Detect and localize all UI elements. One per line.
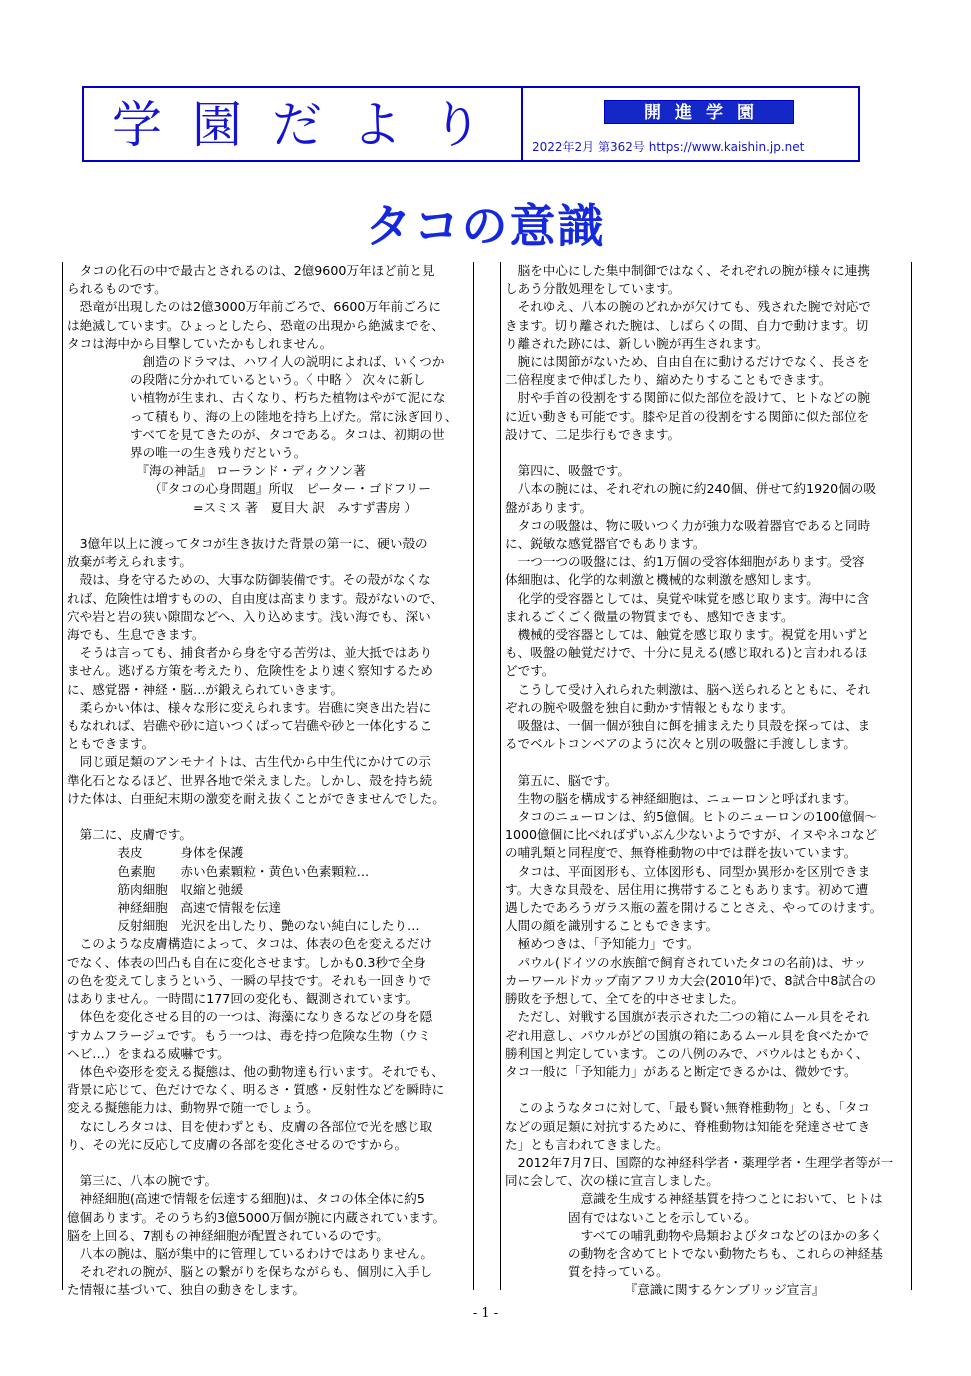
text-line: すべてを見てきたのが、タコである。タコは、初期の世 — [67, 426, 445, 442]
text-line: 勝利国と判定しています。この八例のみで、パウルはともかく、 — [505, 1045, 869, 1061]
text-line: けた体は、白亜紀末期の激変を耐え抜くことができませんでした。 — [67, 790, 445, 806]
text-line: そうは言っても、捕食者から身を守る苦労は、並大抵ではあり — [67, 645, 433, 661]
masthead — [82, 86, 860, 162]
text-line: タコは海中から目撃していたかもしれません。 — [67, 335, 333, 351]
text-line: 第五に、脳です。 — [505, 772, 618, 788]
text-line: 第三に、八本の腕です。 — [67, 1173, 218, 1189]
page-number: - 1 - — [472, 1306, 499, 1321]
text-line: って積もり、海の上の陸地を持ち上げた。常に泳ぎ回り、 — [67, 408, 458, 424]
text-line: り離された跡には、新しい腕が再生されます。 — [505, 335, 769, 351]
text-line: しあう分散処理をしています。 — [505, 281, 681, 297]
text-line: の段階に分かれているという。〈 中略 〉 次々に新し — [67, 372, 426, 388]
text-line: た情報に基づいて、独自の動きをします。 — [67, 1282, 306, 1298]
text-line: す。大きな貝殻を、居住用に携帯することもあります。初めて遭 — [505, 881, 869, 897]
text-line: 背景に応じて、色だけでなく、明るさ・質感・反射性などを瞬時に — [67, 1082, 445, 1098]
text-line: 勝敗を予想して、全てを的中させました。 — [505, 991, 745, 1007]
text-line — [505, 1081, 907, 1099]
text-line: それぞれの腕が、脳との繋がりを保ちながらも、個別に入手し — [67, 1264, 433, 1280]
school-name-badge: 開進学園 — [604, 100, 794, 124]
text-line: このような皮膚構造によって、タコは、体表の色を変えるだけ — [67, 936, 432, 952]
text-line: 肘や手首の役割をする関節に似た部位を設けて、ヒトなどの腕 — [505, 390, 870, 406]
text-line: の色を変えてしまうという、一瞬の早技です。それも一回きりで — [67, 972, 432, 988]
text-line: るでベルトコンベアのように次々と別の吸盤に手渡しします。 — [505, 736, 856, 752]
text-line: ともできます。 — [67, 736, 155, 752]
left-column — [62, 262, 474, 1298]
text-line: はありません。一時間に177回の変化も、観測されています。 — [67, 991, 419, 1007]
text-line: きます。切り離された腕は、しばらくの間、自力で動けます。切 — [505, 317, 869, 333]
text-line — [505, 444, 907, 462]
text-line: ただし、対戦する国旗が表示された二つの箱にムール貝をそれ — [505, 1009, 870, 1025]
text-line: タコ一般に「予知能力」があると断定できるかは、微妙です。 — [505, 1063, 857, 1079]
text-line: なにしろタコは、目を使わずとも、皮膚の各部位で光を感じ取 — [67, 1118, 433, 1134]
text-line: （『タコの心身問題』所収 ピーター・ゴドフリー — [67, 481, 431, 497]
text-line: 盤があります。 — [505, 499, 593, 515]
text-line: すべての哺乳動物や鳥類およびタコなどのほかの多く — [505, 1227, 883, 1243]
masthead-title: 学園だより — [112, 96, 512, 154]
text-line: 3億年以上に渡ってタコが生き抜けた背景の第一に、硬い殻の — [67, 536, 428, 552]
text-line: 界の唯一の生き残りだという。 — [67, 445, 307, 461]
text-line: それゆえ、八本の腕のどれかが欠けても、残された腕で対応で — [505, 299, 871, 315]
text-line: どです。 — [505, 663, 555, 679]
text-line: 化学的受容器としては、臭覚や味覚を感じ取ります。海中に含 — [505, 590, 870, 606]
masthead-divider — [521, 88, 523, 160]
text-line: ません。逃げる方策を考えたり、危険性をより速く察知するため — [67, 663, 433, 679]
text-line: 腕には関節がないため、自由自在に動けるだけでなく、長さを — [505, 354, 870, 370]
text-line: 第二に、皮膚です。 — [67, 827, 192, 843]
text-line: 体色や姿形を変える擬態は、他の動物達も行います。それでも、 — [67, 1063, 444, 1079]
text-line: 反射細胞 光沢を出したり、艶のない純白にしたり… — [67, 918, 420, 934]
text-line: に、感覚器・神経・脳…が鍛えられていきます。 — [67, 681, 344, 697]
text-line: 億個あります。そのうち約3億5000万個が腕に内蔵されています。 — [67, 1209, 446, 1225]
text-line: まれるごくごく微量の物質までも、感知できます。 — [505, 608, 794, 624]
text-line: 八本の腕には、それぞれの腕に約240個、併せて約1920個の吸 — [505, 481, 876, 497]
text-line: 創造のドラマは、ハワイ人の説明によれば、いくつか — [67, 354, 445, 370]
text-line: タコの吸盤は、物に吸いつく力が強力な吸着器官であると同時 — [505, 517, 871, 533]
text-line: このようなタコに対して、「最も賢い無脊椎動物」とも、「タコ — [505, 1100, 870, 1116]
text-line: られるものです。 — [67, 281, 167, 297]
text-line: 人間の顔を識別することもできます。 — [505, 918, 719, 934]
text-line: 体色を変化させる目的の一つは、海藻になりきるなどの身を隠 — [67, 1009, 433, 1025]
text-line: い植物が生まれ、古くなり、朽ちた植物はやがて泥にな — [67, 390, 446, 406]
text-line: た」とも言われてきました。 — [505, 1136, 669, 1152]
text-line: の動物を含めてヒトでない動物たちも、これらの神経基 — [505, 1245, 883, 1261]
text-line: 吸盤は、一個一個が独自に餌を捕まえたり貝殻を探っては、ま — [505, 718, 871, 734]
text-line: 同に会して、次の様に宣言しました。 — [505, 1173, 719, 1189]
text-line: 『海の神話』 ローランド・ディクソン著 — [67, 463, 366, 479]
text-line: パウル(ドイツの水族館で飼育されていたタコの名前)は、サッ — [505, 954, 867, 970]
text-line: 放棄が考えられます。 — [67, 554, 192, 570]
text-line: 一つ一つの吸盤には、約1万個の受容体細胞があります。受容 — [505, 554, 865, 570]
article-headline: タコの意識 — [365, 199, 606, 253]
text-line — [67, 517, 469, 535]
text-line: 同じ頭足類のアンモナイトは、古生代から中生代にかけての示 — [67, 754, 431, 770]
text-line: でなく、体表の凹凸も自在に変化させます。しかも0.3秒で全身 — [67, 954, 426, 970]
text-line: の哺乳類と同程度で、無脊椎動物の中では群を抜いています。 — [505, 845, 857, 861]
text-line: ぞれの腕や吸盤を独自に動かす情報ともなります。 — [505, 699, 794, 715]
text-line: 質を持っている。 — [505, 1264, 669, 1280]
text-line: 準化石となるほど、世界各地で栄えました。しかし、殻を持ち続 — [67, 772, 433, 788]
text-line: ぞれ用意し、パウルがどの国旗の箱にあるムール貝を食べたかで — [505, 1027, 869, 1043]
text-line: 変える擬態能力は、動物界で随一でしょう。 — [67, 1100, 319, 1116]
text-line: 意識を生成する神経基質を持つことにおいて、ヒトは — [505, 1191, 883, 1207]
text-line: 脳を中心にした集中制御ではなく、それぞれの腕が様々に連携 — [505, 263, 870, 278]
issue-info: 2022年2月 第362号 https://www.kaishin.jp.net — [532, 140, 805, 154]
text-line: タコの化石の中で最古とされるのは、2億9600万年ほど前と見 — [67, 263, 435, 278]
text-line: 2012年7月7日、国際的な神経科学者・薬理学者・生理学者等が一 — [505, 1154, 894, 1170]
text-line: 神経細胞(高速で情報を伝達する細胞)は、タコの体全体に約5 — [67, 1191, 425, 1207]
text-line — [67, 808, 469, 826]
text-line: =スミス 著 夏目大 訳 みすず書房 ） — [67, 499, 418, 515]
text-line: 八本の腕は、脳が集中的に管理しているわけではありません。 — [67, 1245, 433, 1261]
text-line: 第四に、吸盤です。 — [505, 463, 630, 479]
text-line: 固有ではないことを示している。 — [505, 1209, 757, 1225]
text-line: 殻は、身を守るための、大事な防御装備です。その殻がなくな — [67, 572, 431, 588]
text-line: タコは、平面図形も、立体図形も、同型か異形かを区別できま — [505, 863, 871, 879]
right-column — [500, 262, 912, 1298]
text-line — [67, 1154, 469, 1172]
text-line: 柔らかい体は、様々な形に変えられます。岩礁に突き出た岩に — [67, 699, 432, 715]
text-line: 恐竜が出現したのは2億3000万年前ごろで、6600万年前ごろに — [67, 299, 441, 315]
text-line: 表皮 身体を保護 — [67, 845, 244, 861]
text-line: 色素胞 赤い色素顆粒・黄色い色素顆粒… — [67, 863, 370, 879]
text-line: 穴や岩と岩の狭い隙間などへ、入り込めます。浅い海でも、深い — [67, 608, 431, 624]
text-line: に、鋭敏な感覚器官でもあります。 — [505, 536, 706, 552]
text-line: ヘビ…）をまねる威嚇です。 — [67, 1045, 230, 1061]
text-line: すカムフラージュです。もう一つは、毒を持つ危険な生物（ウミ — [67, 1027, 431, 1043]
text-line: こうして受け入れられた刺激は、脳へ送られるとともに、それ — [505, 681, 871, 697]
text-line: 『意識に関するケンブリッジ宣言』 — [505, 1282, 825, 1298]
text-line: もなれれば、岩礁や砂に這いつくばって岩礁や砂と一体化するこ — [67, 718, 433, 734]
text-line: 筋肉細胞 収縮と弛緩 — [67, 881, 244, 897]
text-line: に近い動きも可能です。膝や足首の役割をする関節に似た部位を — [505, 408, 870, 424]
text-line: り、その光に反応して皮膚の各部を変化させるのですから。 — [67, 1136, 408, 1152]
text-line: 1000億個に比べればずいぶん少ないようですが、イヌやネコなど — [505, 827, 878, 843]
text-line — [505, 753, 907, 771]
text-line: カーワールドカップ南アフリカ大会(2010年)で、8試合中8試合の — [505, 972, 877, 988]
text-line: などの頭足類に対抗するために、脊椎動物は知能を発達させてき — [505, 1118, 871, 1134]
text-line: 二倍程度まで伸ばしたり、縮めたりすることもできます。 — [505, 372, 832, 388]
text-line: 遇したであろうガラス瓶の蓋を開けることさえ、やってのけます。 — [505, 900, 883, 916]
text-line: 神経細胞 高速で情報を伝達 — [67, 900, 282, 916]
text-line: は絶滅しています。ひょっとしたら、恐竜の出現から絶滅までを、 — [67, 317, 444, 333]
text-line: も、吸盤の触覚だけで、十分に見える(感じ取れる)と言われるほ — [505, 645, 868, 661]
text-line: 極めつきは、「予知能力」です。 — [505, 936, 700, 952]
text-line: 機械的受容器としては、触覚を感じ取ります。視覚を用いずと — [505, 627, 870, 643]
text-line: 体細胞は、化学的な刺激と機械的な刺激を感知します。 — [505, 572, 819, 588]
text-line: 設けて、二足歩行もできます。 — [505, 426, 681, 442]
text-line: 生物の脳を構成する神経細胞は、ニューロンと呼ばれます。 — [505, 790, 857, 806]
text-line: タコのニューロンは、約5億個。ヒトのニューロンの100億個～ — [505, 809, 878, 825]
text-line: 海でも、生息できます。 — [67, 627, 205, 643]
text-line: れば、危険性は増すものの、自由度は高まります。殻がないので、 — [67, 590, 444, 606]
text-line: 脳を上回る、7割もの神経細胞が配置されているのです。 — [67, 1227, 389, 1243]
